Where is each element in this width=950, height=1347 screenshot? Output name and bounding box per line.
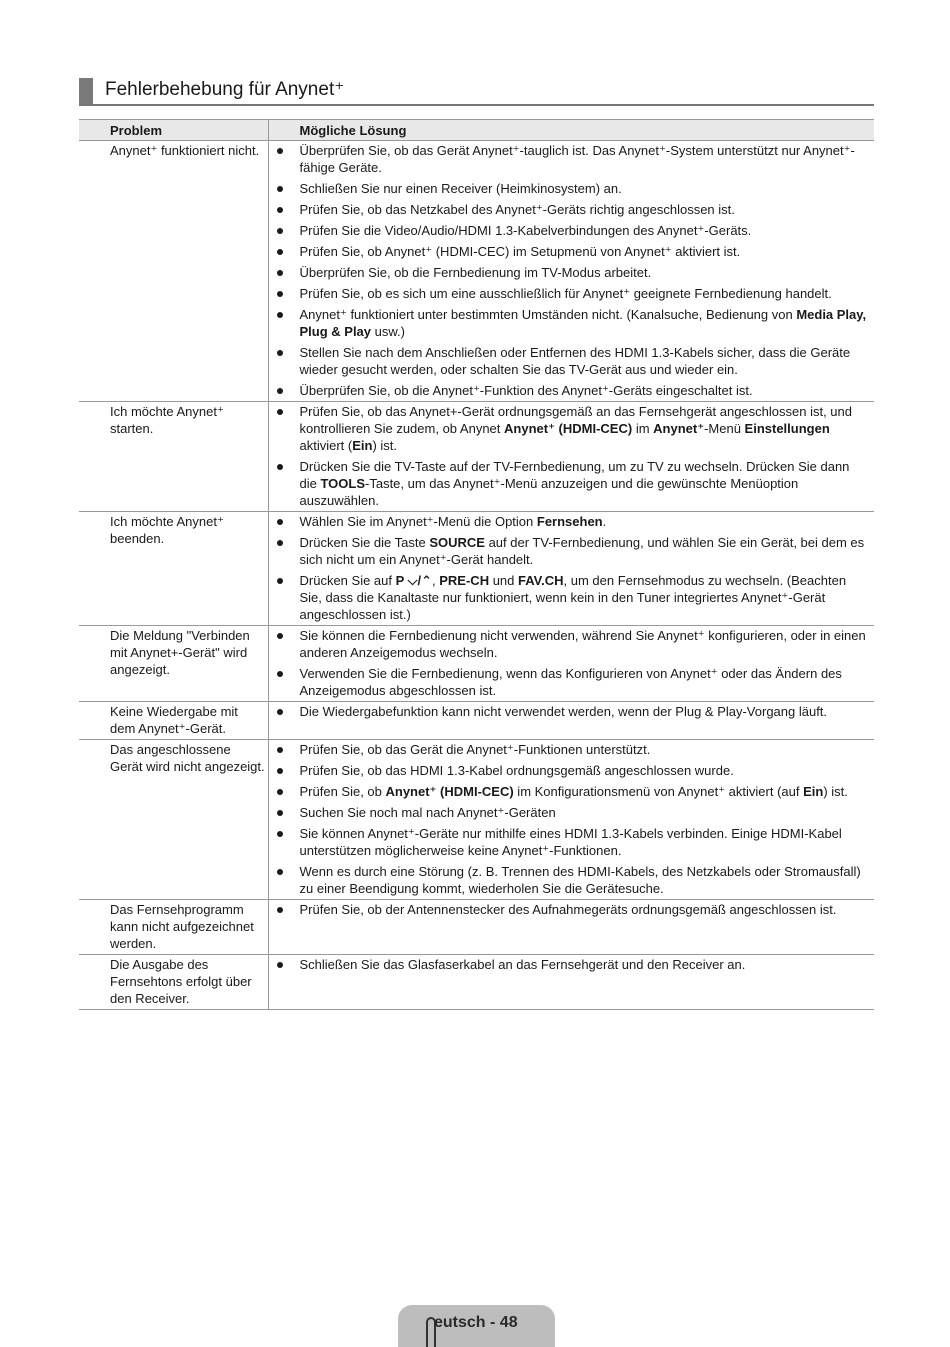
troubleshooting-table xyxy=(79,119,874,1010)
solution-text: Überprüfen Sie, ob die Fernbedienung im TV-Modus arbeitet. xyxy=(299,265,652,280)
column-header-problem: Problem xyxy=(79,120,268,141)
solution-text: Wenn es durch eine Störung (z. B. Trennen des HDMI-Kabels, des Netzkabels oder Stromausfall) zu einer Beendigung kommt, wiederholen Sie die Gerätesuche. xyxy=(299,864,861,896)
list-item xyxy=(269,285,871,302)
list-item xyxy=(269,665,871,699)
bullet-icon xyxy=(277,831,283,837)
solution-cell xyxy=(268,702,874,740)
page-number: eutsch - 48 xyxy=(434,1314,518,1331)
problem-cell: Anynet⁺ funktioniert nicht. xyxy=(79,141,268,402)
problem-cell: Die Meldung "Verbinden mit Anynet+-Gerät" wird angezeigt. xyxy=(79,626,268,702)
solution-cell xyxy=(268,900,874,955)
list-item xyxy=(269,703,871,720)
solution-text: Verwenden Sie die Fernbedienung, wenn das Konfigurieren von Anynet⁺ oder das Ändern des Anzeigemodus abgeschlossen ist. xyxy=(299,666,842,698)
solution-text: Überprüfen Sie, ob die Anynet⁺-Funktion des Anynet⁺-Geräts eingeschaltet ist. xyxy=(299,383,753,398)
bullet-icon xyxy=(277,747,283,753)
list-item xyxy=(269,458,871,509)
solution-text: Prüfen Sie, ob das HDMI 1.3-Kabel ordnungsgemäß angeschlossen wurde. xyxy=(299,763,734,778)
solution-text: Stellen Sie nach dem Anschließen oder Entfernen des HDMI 1.3-Kabels sicher, dass die Geräte wieder gesucht werden, oder schalten Sie das TV-Gerät aus und wieder ein. xyxy=(299,345,851,377)
list-item xyxy=(269,863,871,897)
list-item xyxy=(269,306,871,340)
solution-cell xyxy=(268,141,874,402)
bullet-icon xyxy=(277,907,283,913)
solution-text: Prüfen Sie, ob Anynet⁺ (HDMI-CEC) im Konfigurationsmenü von Anynet⁺ aktiviert (auf Ein) ist. xyxy=(299,784,848,799)
list-item xyxy=(269,956,871,973)
solution-cell xyxy=(268,955,874,1010)
solution-text: Prüfen Sie, ob der Antennenstecker des Aufnahmegeräts ordnungsgemäß angeschlossen ist. xyxy=(299,902,837,917)
solution-list xyxy=(269,703,871,720)
solution-text: Drücken Sie die TV-Taste auf der TV-Fernbedienung, um zu TV zu wechseln. Drücken Sie dann die TOOLS-Taste, um das Anynet⁺-Menü anzuzeigen und die gewünschte Menüoption auszuwählen. xyxy=(299,459,850,508)
solution-cell xyxy=(268,512,874,626)
list-item xyxy=(269,572,871,623)
page-number-tab xyxy=(398,1305,555,1347)
bullet-icon xyxy=(277,350,283,356)
bullet-icon xyxy=(277,789,283,795)
solution-list xyxy=(269,627,871,699)
list-item xyxy=(269,534,871,568)
solution-text: Anynet⁺ funktioniert unter bestimmten Umständen nicht. (Kanalsuche, Bedienung von Media Play, Plug & Play usw.) xyxy=(299,307,867,339)
bullet-icon xyxy=(277,633,283,639)
bullet-icon xyxy=(277,148,283,154)
list-item xyxy=(269,901,871,918)
solution-text: Wählen Sie im Anynet⁺-Menü die Option Fernsehen. xyxy=(299,514,607,529)
list-item xyxy=(269,627,871,661)
solution-list xyxy=(269,956,871,973)
bullet-icon xyxy=(277,671,283,677)
solution-list xyxy=(269,403,871,509)
table-row xyxy=(79,900,874,955)
bullet-icon xyxy=(277,519,283,525)
bullet-icon xyxy=(277,186,283,192)
table-row xyxy=(79,512,874,626)
bullet-icon xyxy=(277,578,283,584)
solution-list xyxy=(269,513,871,623)
problem-cell: Das Fernsehprogramm kann nicht aufgezeichnet werden. xyxy=(79,900,268,955)
table-row xyxy=(79,955,874,1010)
bullet-icon xyxy=(277,962,283,968)
problem-cell: Keine Wiedergabe mit dem Anynet⁺-Gerät. xyxy=(79,702,268,740)
list-item xyxy=(269,762,871,779)
solution-text: Sie können Anynet⁺-Geräte nur mithilfe eines HDMI 1.3-Kabels verbinden. Einige HDMI-Kabel unterstützen möglicherweise keine Anynet⁺-Funktionen. xyxy=(299,826,842,858)
table-row xyxy=(79,740,874,900)
bullet-icon xyxy=(277,709,283,715)
solution-text: Prüfen Sie, ob das Netzkabel des Anynet⁺-Geräts richtig angeschlossen ist. xyxy=(299,202,735,217)
problem-cell: Ich möchte Anynet⁺ beenden. xyxy=(79,512,268,626)
solution-text: Die Wiedergabefunktion kann nicht verwendet werden, wenn der Plug & Play-Vorgang läuft. xyxy=(299,704,828,719)
bullet-icon xyxy=(277,291,283,297)
bullet-icon xyxy=(277,228,283,234)
bullet-icon xyxy=(277,312,283,318)
bullet-icon xyxy=(277,249,283,255)
table-header-row xyxy=(79,120,874,141)
list-item xyxy=(269,264,871,281)
bullet-icon xyxy=(277,409,283,415)
list-item xyxy=(269,741,871,758)
solution-list xyxy=(269,741,871,897)
solution-text: Prüfen Sie, ob es sich um eine ausschließlich für Anynet⁺ geeignete Fernbedienung handelt. xyxy=(299,286,832,301)
list-item xyxy=(269,804,871,821)
solution-cell xyxy=(268,626,874,702)
bullet-icon xyxy=(277,207,283,213)
list-item xyxy=(269,825,871,859)
bullet-icon xyxy=(277,768,283,774)
column-header-solution: Mögliche Lösung xyxy=(268,120,874,141)
list-item xyxy=(269,783,871,800)
solution-text: Prüfen Sie die Video/Audio/HDMI 1.3-Kabelverbindungen des Anynet⁺-Geräts. xyxy=(299,223,752,238)
solution-list xyxy=(269,901,871,918)
solution-text: Prüfen Sie, ob Anynet⁺ (HDMI-CEC) im Setupmenü von Anynet⁺ aktiviert ist. xyxy=(299,244,741,259)
problem-cell: Das angeschlossene Gerät wird nicht angezeigt. xyxy=(79,740,268,900)
list-item xyxy=(269,180,871,197)
list-item xyxy=(269,222,871,239)
solution-text: Suchen Sie noch mal nach Anynet⁺-Geräten xyxy=(299,805,556,820)
bullet-icon xyxy=(277,810,283,816)
heading-marker-bar xyxy=(79,78,93,104)
table-row xyxy=(79,702,874,740)
solution-text: Sie können die Fernbedienung nicht verwenden, während Sie Anynet⁺ konfigurieren, oder in einen anderen Anzeigemodus wechseln. xyxy=(299,628,866,660)
problem-cell: Die Ausgabe des Fernsehtons erfolgt über den Receiver. xyxy=(79,955,268,1010)
page-title: Fehlerbehebung für Anynet⁺ xyxy=(105,79,345,100)
solution-text: Schließen Sie nur einen Receiver (Heimkinosystem) an. xyxy=(299,181,622,196)
solution-text: Drücken Sie die Taste SOURCE auf der TV-Fernbedienung, und wählen Sie ein Gerät, bei dem es sich nicht um ein Anynet⁺-Gerät handelt. xyxy=(299,535,865,567)
solution-text: Schließen Sie das Glasfaserkabel an das Fernsehgerät und den Receiver an. xyxy=(299,957,746,972)
list-item xyxy=(269,513,871,530)
solution-text: Drücken Sie auf P ⌵/⌃, PRE-CH und FAV.CH, um den Fernsehmodus zu wechseln. (Beachten Sie, dass die Kanaltaste nur funktioniert, wenn kein in den Tuner integriertes Anynet⁺-Gerät angeschlossen ist.) xyxy=(299,573,847,622)
bullet-icon xyxy=(277,270,283,276)
list-item xyxy=(269,403,871,454)
solution-cell xyxy=(268,402,874,512)
bullet-icon xyxy=(277,464,283,470)
table-row xyxy=(79,141,874,402)
bullet-icon xyxy=(277,388,283,394)
bullet-icon xyxy=(277,869,283,875)
problem-cell: Ich möchte Anynet⁺ starten. xyxy=(79,402,268,512)
section-heading xyxy=(79,78,874,106)
list-item xyxy=(269,382,871,399)
solution-text: Prüfen Sie, ob das Gerät die Anynet⁺-Funktionen unterstützt. xyxy=(299,742,651,757)
table-row xyxy=(79,626,874,702)
list-item xyxy=(269,201,871,218)
solution-list xyxy=(269,142,871,399)
solution-cell xyxy=(268,740,874,900)
list-item xyxy=(269,243,871,260)
table-row xyxy=(79,402,874,512)
list-item xyxy=(269,142,871,176)
list-item xyxy=(269,344,871,378)
solution-text: Überprüfen Sie, ob das Gerät Anynet⁺-tauglich ist. Das Anynet⁺-System unterstützt nur Anynet⁺-fähige Geräte. xyxy=(299,143,855,175)
bullet-icon xyxy=(277,540,283,546)
solution-text: Prüfen Sie, ob das Anynet+-Gerät ordnungsgemäß an das Fernsehgerät angeschlossen ist, und kontrollieren Sie zudem, ob Anynet Anynet⁺ (HDMI-CEC) im Anynet⁺-Menü Einstellungen aktiviert (Ein) ist. xyxy=(299,404,852,453)
